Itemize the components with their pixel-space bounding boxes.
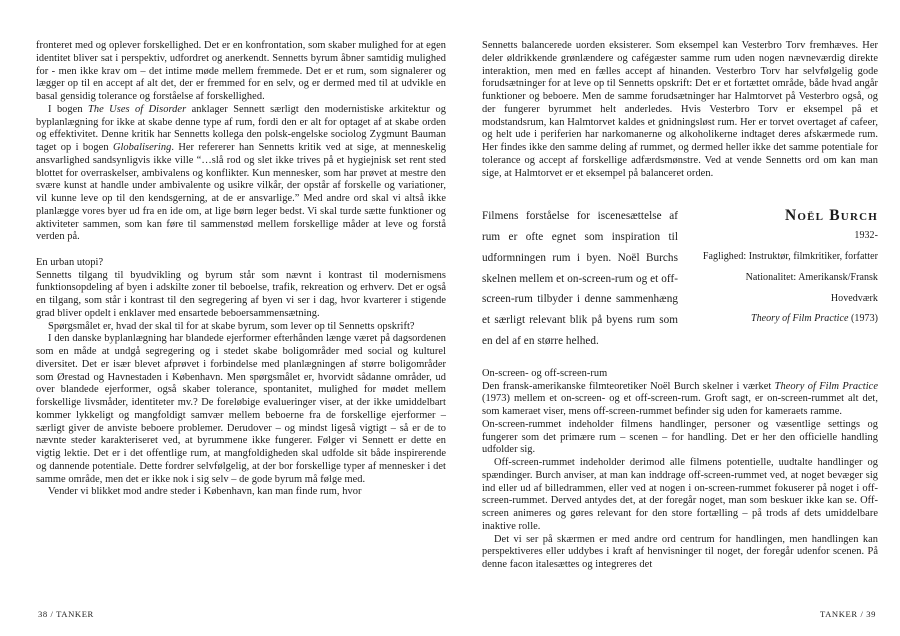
- profile-details: [692, 247, 878, 330]
- profile-detail-line: Nationalitet: Amerikansk/Fransk: [745, 271, 878, 283]
- paragraph: fronteret med og oplever forskellighed. Det er en konfrontation, som skaber mulighed for at egen identitet bliver sat i perspektiv, udfordret og anerkendt. Sennetts byrum åbner samtidig mulighed for - men ikke krav om – det intime møde mellem fremmede. Det er et rum, som signalerer og lægger op til en accept af alt det, der er fremmed for en selv, og er dermed med til at udvikle en basal gensidig tolerance og forståelse af forskellighed.: [36, 40, 446, 102]
- paragraph: I den danske byplanlægning har blandede ejerformer efterhånden længe været på dagsordenen som en måde at undgå segregering og i stedet skabe boligområder med social og kulturel diversitet. Det er især blevet afprøvet i forbindelse med planlægningen af større boligområder som Ørestad og Havnestaden i København. Men spørgsmålet er, hvorvidt sådanne områder, ud over blandede ejerformer, også skaber tolerance, spontanitet, mulighed for mødet mellem forskellige livsmåder, identiteter mv.? De foreløbige evalueringer viser, at der ikke umiddelbart kommer lykkeligt og mangfoldigt samvær mellem beboerne fra de forskellige ejerformer – særligt giver de anviste beboere problemer. Derudover – og mindst ligeså vigtigt – så er de to nævnte steder karakteriseret ved, at byrummene ikke fungerer. Følger vi Sennett er dette en vigtig lektie. Det er i det offentlige rum, at mangfoldigheden skal udfolde sit både inspirerende og dannende potentiale. Dette fordrer selvfølgelig, at der bor forskellige typer af mennesker i det samme område, men det er ikke nok i sig selv – de gode byrum må følge med.: [36, 333, 446, 485]
- sub-heading: On-screen- og off-screen-rum: [482, 367, 608, 379]
- paragraph: Spørgsmålet er, hvad der skal til for at skabe byrum, som lever op til Sennetts opskrift?: [48, 320, 415, 332]
- paragraph: I bogen The Uses of Disorder anklager Sennett særligt den modernistiske arkitektur og byplanlægning for ikke at skabe denne type af rum, fordi den er alt for optaget af at skabe orden og effektivitet. Denne kritik har Sennetts kollega den polsk-engelske sociolog Zygmunt Bauman taget op i bogen Globalisering. Her refererer han Sennetts kritik ved at sige, at menneskelig ansvarlighed sandsynligvis ikke ville “…slå rod og slet ikke trives på et hygiejnisk set rent sted blottet for overraskelser, ambivalens og konflikter. Kun mennesker, som har prøvet at mestre den svære kunst at handle under ambivalente og usikre vilkår, der opstår af forskelle og variationer, vil kunne leve op til den kendsgerning, at de er ansvarlige.” Med andre ord skal vi altså ikke planlægge vores byer ud fra en ide om, at lige børn leger bedst. Vi skal turde sætte funktioner og aktiviteter sammen, som kan føre til sammenstød mellem forskellige måder at leve og forstå verden på.: [36, 103, 447, 243]
- paragraph: Den fransk-amerikanske filmteoretiker Noël Burch skelner i værket Theory of Film Practice (1973) mellem et on-screen- og et off-screen-rum. Groft sagt, er on-screen-rummet alt det, som kameraet viser, mens off-screen-rummet befinder sig uden for kameraets ramme.: [482, 380, 878, 418]
- right-page-bottom-text: [482, 368, 878, 572]
- paragraph: Sennetts balancerede uorden eksisterer. Som eksempel kan Vesterbro Torv fremhæves. Her deler øldrikkende grønlændere og cafégæster samme rum uden nogen nævneværdig direkte interaktion, men med en fælles accept af hinanden. Vesterbro Torv har selvfølgelig gode forudsætninger for at leve op til Sennetts opskrift: Det er et fortættet område, både hvad angår funktioner og beboere. Men de samme forudsætninger har Halmtorvet på Vesterbro også, og der fungerer byrummet helt anderledes. Hvis Vesterbro Torv er eksempel på et modstandsrum, kan Halmtorvet kaldes et gnidningsløst rum. Her er torvet overtaget af cafeer, og helt ude i periferien har narkomanerne og alkoholikerne indtaget deres afskærmede rum. Her findes ikke den samme deling af rummet, og dermed heller ikke det samme potentiale for tolerance og accept af forskellige adfærdsmønstre. Ved at vende Sennetts ord om kan man sige, at Halmtorvet er et eksempel på balanceret orden.: [482, 40, 878, 179]
- paragraph: On-screen-rummet indeholder filmens handlinger, personer og væsentlige settings og fungerer som det primære rum – scenen – for handling. Det er her den officielle handling udfolder sig.: [482, 418, 878, 456]
- paragraph: Off-screen-rummet indeholder derimod alle filmens potentielle, uudtalte handlinger og spændinger. Burch anviser, at man kan inddrage off-screen-rummet ved, at noget bevæger sig ind eller ud af billedrammen, eller ved at nogen i on-screen-rummet fokuserer på noget i off-screen-rummet. Derved antydes det, at der foregår noget, man som beskuer ikke kan se. Off-screen animeres og gøres relevant for den store fortælling – på trods af dets umiddelbare inaktive rolle.: [482, 457, 878, 532]
- paragraph: Sennetts tilgang til byudvikling og byrum står som nævnt i kontrast til modernismens funktionsopdeling af byen i adskilte zoner til beboelse, trafik, rekreation og erhverv. Det er også en tilgang, som står i kontrast til den segregering af byen vi ser i dag, hvor kvarterer i stigende grad bliver opdelt i enklaver med ensartede beboersammensætning.: [36, 269, 446, 319]
- right-page-footer: TANKER / 39: [819, 609, 876, 619]
- profile-detail-line: Faglighed: Instruktør, filmkritiker, forfatter: [702, 251, 878, 263]
- right-page-body: [482, 40, 878, 572]
- left-page: [36, 0, 446, 636]
- profile-intro-text: Filmens forståelse for iscenesættelse af rum er ofte egnet som inspiration til udformningen rum i byen. Noël Burchs skelnen mellem et on-screen-rum og et off-screen-rum tilbyder i denne sammenhæng et særligt relevant blik på byens rum som en del af en større helhed.: [482, 210, 678, 348]
- author-profile-block: [482, 206, 878, 352]
- profile-detail-line: Theory of Film Practice (1973): [750, 313, 878, 325]
- profile-detail-line: Hovedværk: [830, 292, 878, 304]
- sub-heading: En urban utopi?: [36, 256, 104, 268]
- right-page-top-text: [482, 40, 878, 180]
- left-page-footer: 38 / TANKER: [38, 609, 94, 619]
- right-page: [482, 0, 878, 636]
- paragraph: Det vi ser på skærmen er med andre ord centrum for handlingen, men handlingen kan perspektiveres eller uddybes i kraft af henvisninger til noget, der foregår udenfor scenen. På denne facon italesættes og integreres det: [482, 533, 878, 571]
- profile-name: Noël Burch: [784, 207, 878, 225]
- profile-years: 1932-: [854, 230, 878, 242]
- left-page-body: [36, 40, 446, 499]
- profile-card: [678, 206, 878, 330]
- paragraph: Vender vi blikket mod andre steder i København, kan man finde rum, hvor: [48, 486, 362, 498]
